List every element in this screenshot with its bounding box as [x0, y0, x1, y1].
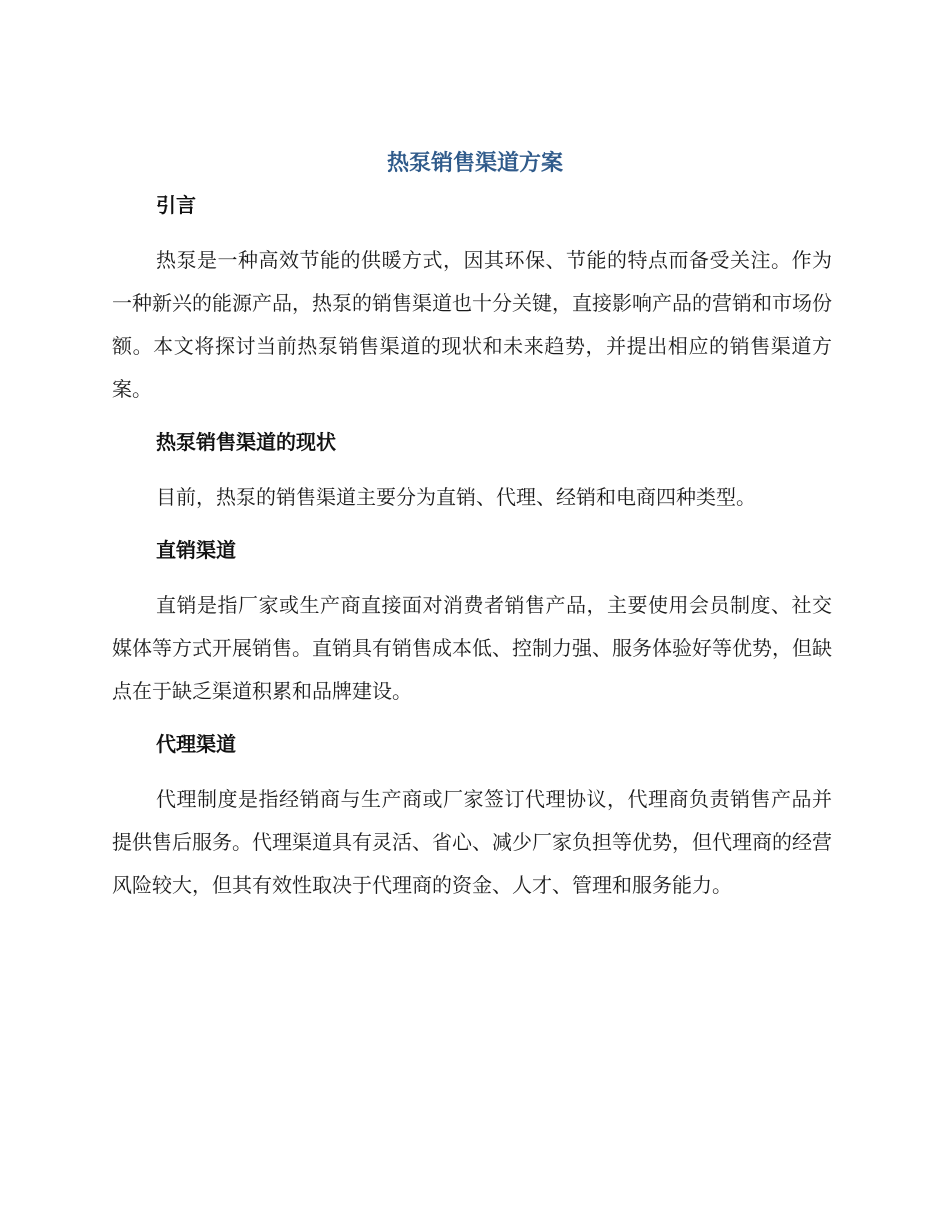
section-agency [112, 727, 832, 907]
section-paragraph: 直销是指厂家或生产商直接面对消费者销售产品，主要使用会员制度、社交媒体等方式开展销售。直销具有销售成本低、控制力强、服务体验好等优势，但缺点在于缺乏渠道积累和品牌建设。 [112, 593, 832, 703]
section-heading: 代理渠道 [156, 732, 236, 756]
section-direct-sales [112, 533, 832, 713]
section-paragraph: 代理制度是指经销商与生产商或厂家签订代理协议，代理商负责销售产品并提供售后服务。代理渠道具有灵活、省心、减少厂家负担等优势，但代理商的经营风险较大，但其有效性取决于代理商的资金、人才、管理和服务能力。 [112, 787, 832, 897]
section-current-status [112, 425, 832, 519]
section-paragraph: 目前，热泵的销售渠道主要分为直销、代理、经销和电商四种类型。 [156, 485, 756, 509]
document-title: 热泵销售渠道方案 [386, 151, 563, 176]
section-heading: 引言 [156, 193, 196, 217]
section-paragraph: 热泵是一种高效节能的供暖方式，因其环保、节能的特点而备受关注。作为一种新兴的能源产品，热泵的销售渠道也十分关键，直接影响产品的营销和市场份额。本文将探讨当前热泵销售渠道的现状和未来趋势，并提出相应的销售渠道方案。 [112, 248, 832, 401]
document-body [112, 188, 832, 907]
section-heading: 直销渠道 [156, 538, 236, 562]
section-introduction [112, 188, 832, 411]
section-heading: 热泵销售渠道的现状 [156, 430, 336, 454]
